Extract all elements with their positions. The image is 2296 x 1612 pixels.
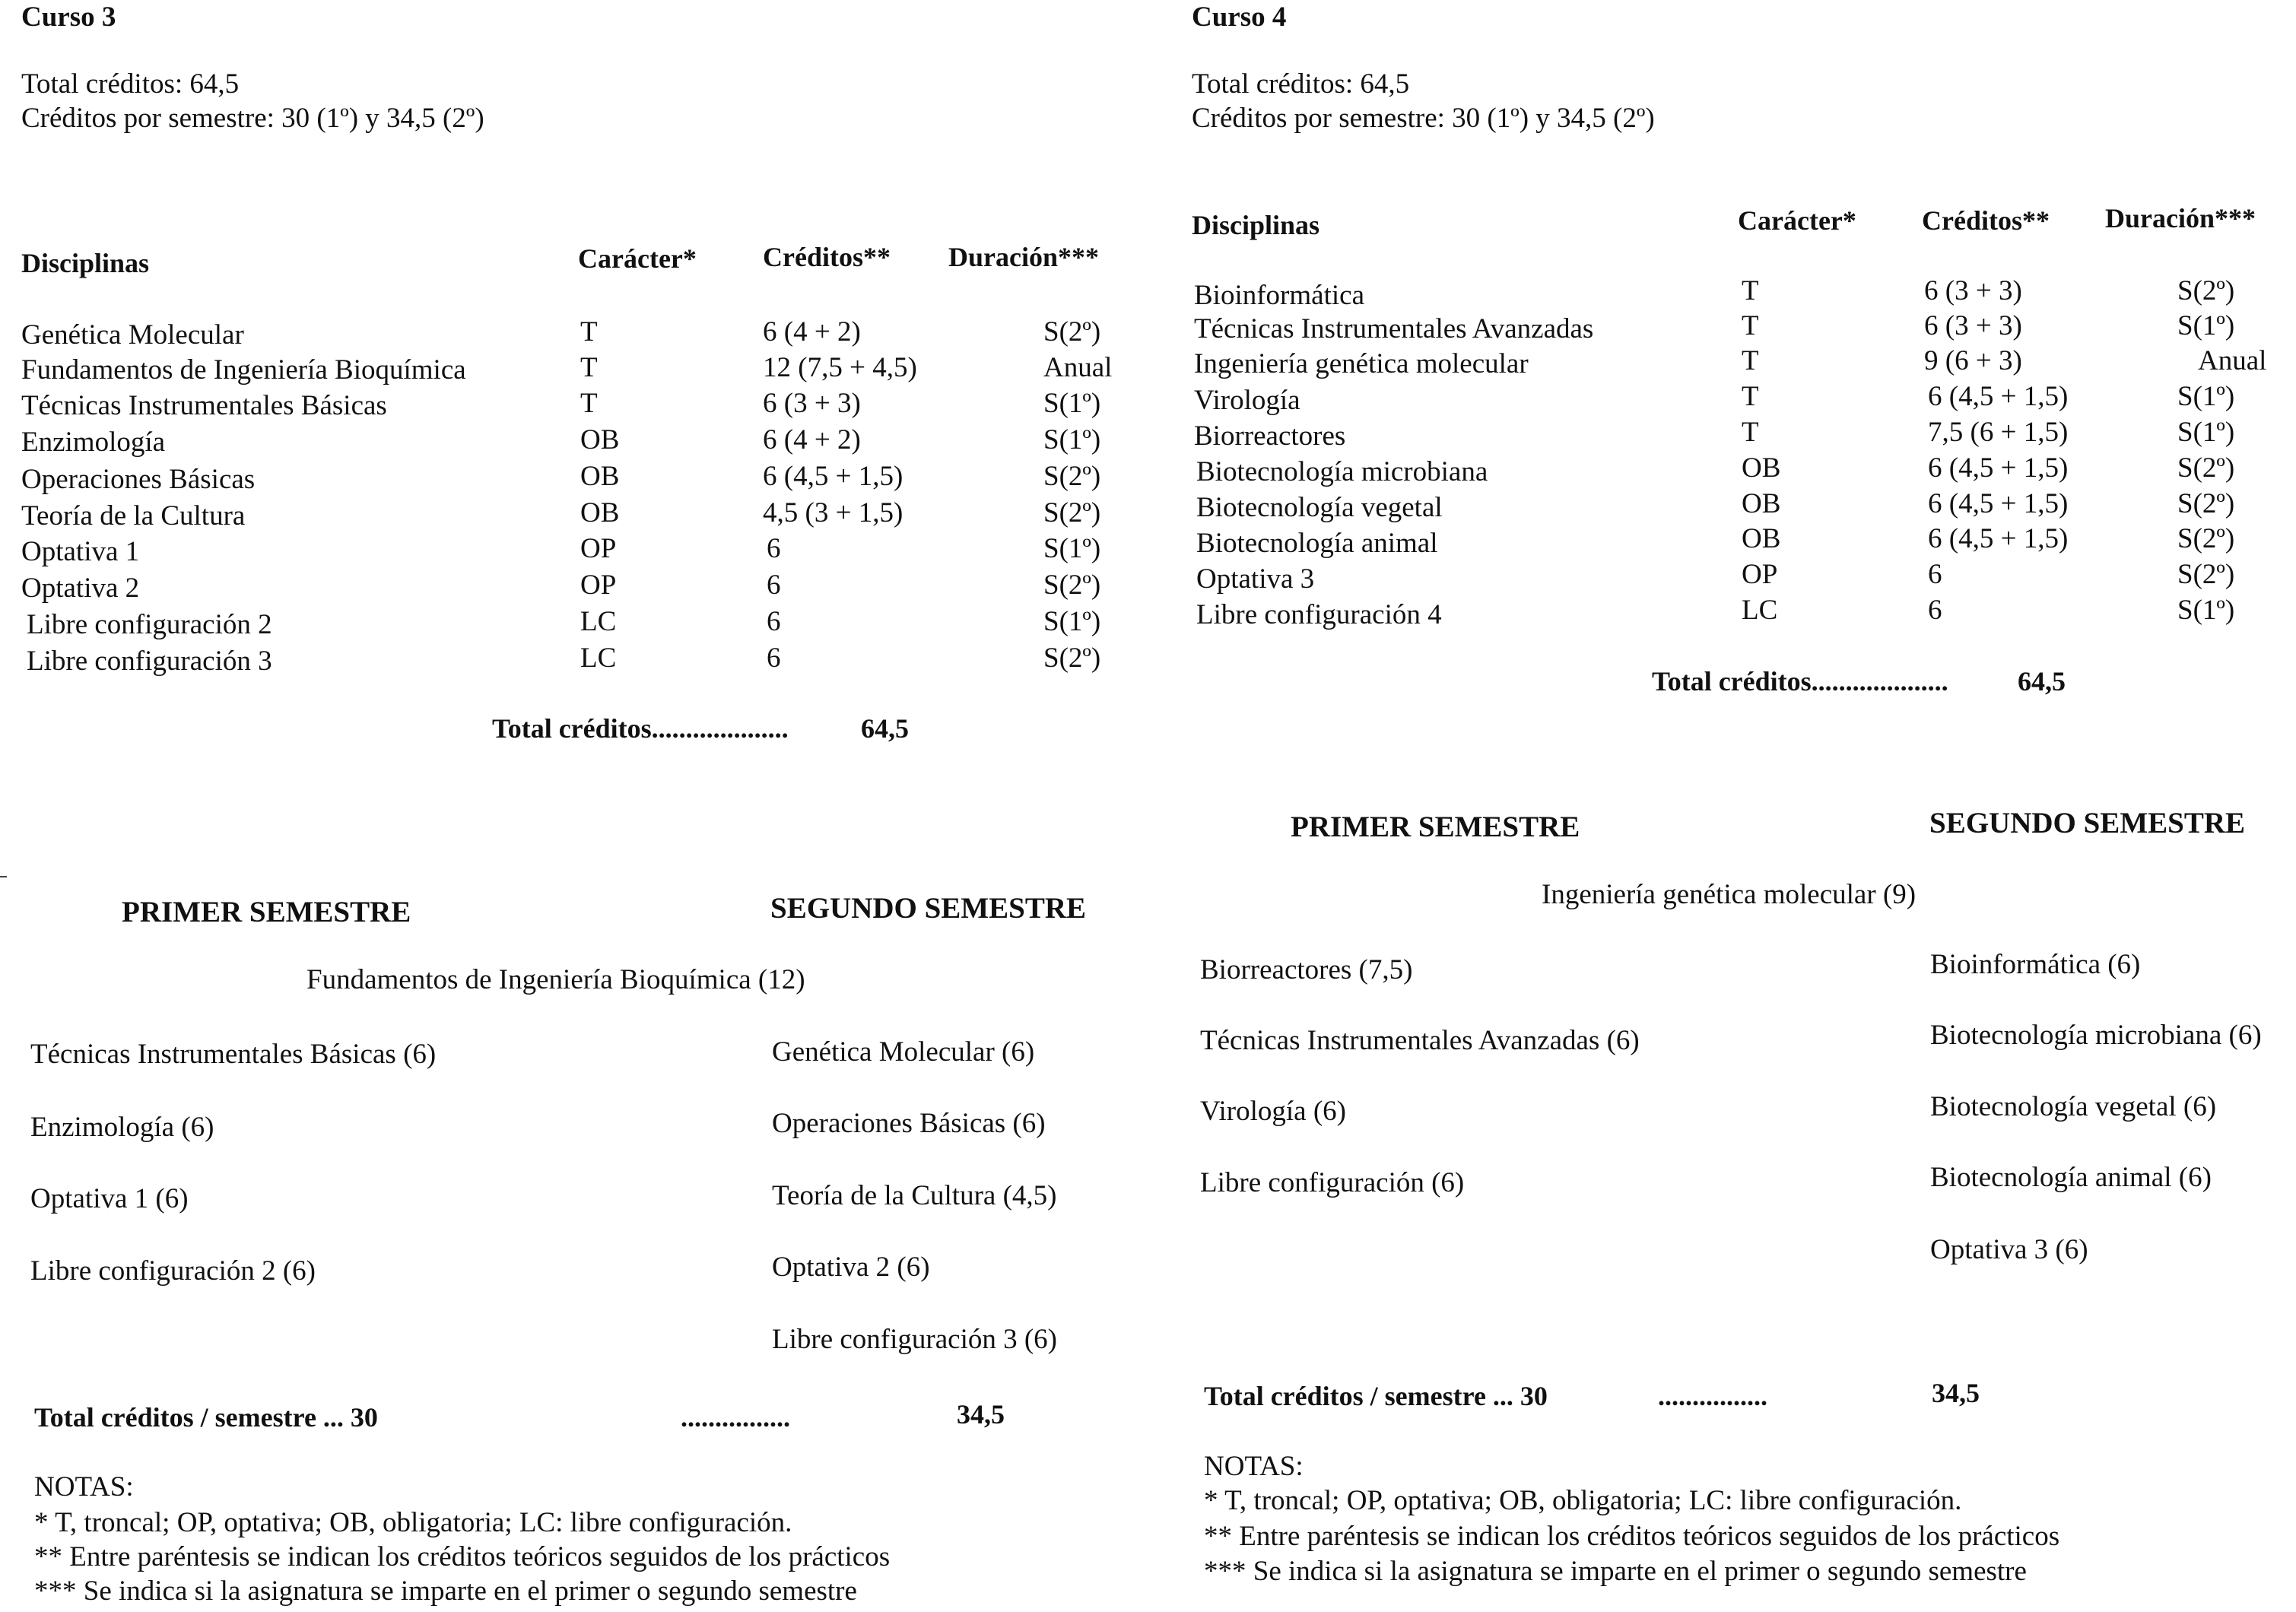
list-item: Técnicas Instrumentales Avanzadas (6) bbox=[1200, 1025, 1640, 1056]
row-creditos: 9 (6 + 3) bbox=[1924, 345, 2022, 376]
row-duracion: S(2º) bbox=[2177, 523, 2235, 554]
col-header-duracion: Duración*** bbox=[2105, 203, 2256, 233]
col-header-disciplinas: Disciplinas bbox=[1192, 210, 1320, 240]
curso-4-segundo-semestre: SEGUNDO SEMESTRE bbox=[1929, 807, 2246, 839]
margin-mark bbox=[0, 876, 7, 877]
row-caracter: OP bbox=[1742, 559, 1778, 590]
list-item: Genética Molecular (6) bbox=[772, 1036, 1035, 1068]
row-caracter: OB bbox=[580, 497, 620, 528]
row-duracion: Anual bbox=[1043, 352, 1113, 383]
notas-line: *** Se indica si la asignatura se imparte en el primer o segundo semestre bbox=[1204, 1556, 2027, 1587]
row-creditos: 12 (7,5 + 4,5) bbox=[763, 352, 917, 383]
col-header-creditos: Créditos** bbox=[763, 242, 891, 272]
curso-4-total-semestre-label: Total créditos / semestre ... 30 bbox=[1204, 1381, 1548, 1411]
list-item: Teoría de la Cultura (4,5) bbox=[772, 1180, 1057, 1211]
curso-3-total-label: Total créditos.................... bbox=[492, 713, 789, 744]
notas-line: ** Entre paréntesis se indican los créditos teóricos seguidos de los prácticos bbox=[34, 1541, 891, 1572]
col-header-caracter: Carácter* bbox=[1738, 205, 1856, 236]
list-item: Optativa 1 (6) bbox=[30, 1183, 189, 1214]
row-creditos: 6 (4,5 + 1,5) bbox=[1928, 381, 2069, 412]
row-duracion: S(2º) bbox=[1043, 461, 1101, 492]
row-creditos: 6 (3 + 3) bbox=[1924, 310, 2022, 341]
row-creditos: 6 (3 + 3) bbox=[1924, 275, 2022, 306]
row-duracion: S(1º) bbox=[2177, 381, 2235, 412]
row-duracion: S(2º) bbox=[2177, 488, 2235, 519]
row-name: Genética Molecular bbox=[21, 319, 244, 351]
row-caracter: T bbox=[1742, 417, 1759, 448]
row-duracion: S(1º) bbox=[2177, 417, 2235, 448]
row-caracter: LC bbox=[580, 643, 617, 674]
row-duracion: S(1º) bbox=[2177, 310, 2235, 341]
curso-3-title: Curso 3 bbox=[21, 2, 116, 33]
row-caracter: LC bbox=[580, 606, 617, 637]
list-item: Virología (6) bbox=[1200, 1096, 1346, 1127]
list-item: Biotecnología vegetal (6) bbox=[1930, 1091, 2217, 1122]
curso-4-total-semestre-dots: ................ bbox=[1658, 1381, 1767, 1411]
list-item: Optativa 3 (6) bbox=[1930, 1234, 2088, 1265]
curso-3-total-semestre-value: 34,5 bbox=[957, 1399, 1005, 1430]
row-creditos: 6 (4 + 2) bbox=[763, 316, 861, 347]
list-item: Libre configuración 3 (6) bbox=[772, 1324, 1057, 1355]
row-creditos: 6 (4,5 + 1,5) bbox=[1928, 452, 2069, 484]
row-name: Virología bbox=[1194, 385, 1300, 416]
curso-3-primer-semestre: PRIMER SEMESTRE bbox=[122, 896, 411, 928]
row-caracter: T bbox=[1742, 345, 1759, 376]
row-name: Biorreactores bbox=[1194, 420, 1346, 452]
notas-line: * T, troncal; OP, optativa; OB, obligatoria; LC: libre configuración. bbox=[34, 1507, 792, 1538]
curso-3-total-semestre-dots: ................ bbox=[681, 1402, 790, 1433]
row-caracter: OB bbox=[580, 461, 620, 492]
row-creditos: 6 (4,5 + 1,5) bbox=[763, 461, 903, 492]
col-header-caracter: Carácter* bbox=[578, 243, 697, 274]
row-name: Optativa 3 bbox=[1196, 563, 1315, 595]
row-caracter: T bbox=[580, 352, 598, 383]
list-item: Técnicas Instrumentales Básicas (6) bbox=[30, 1039, 437, 1070]
row-name: Teoría de la Cultura bbox=[21, 500, 246, 532]
row-name: Libre configuración 4 bbox=[1196, 599, 1442, 630]
curso-4-primer-semestre: PRIMER SEMESTRE bbox=[1291, 811, 1580, 843]
row-caracter: OP bbox=[580, 533, 617, 564]
curso-4-anual: Ingeniería genética molecular (9) bbox=[1542, 879, 1917, 910]
row-creditos: 6 (4 + 2) bbox=[763, 424, 861, 455]
list-item: Libre configuración (6) bbox=[1200, 1167, 1465, 1198]
list-item: Biotecnología animal (6) bbox=[1930, 1162, 2212, 1193]
row-creditos: 4,5 (3 + 1,5) bbox=[763, 497, 903, 528]
row-caracter: LC bbox=[1742, 595, 1778, 626]
list-item: Biotecnología microbiana (6) bbox=[1930, 1020, 2262, 1051]
notas-title: NOTAS: bbox=[1204, 1451, 1304, 1482]
row-name: Optativa 1 bbox=[21, 536, 140, 567]
row-creditos: 7,5 (6 + 1,5) bbox=[1928, 417, 2069, 448]
col-header-disciplinas: Disciplinas bbox=[21, 248, 150, 278]
row-duracion: S(2º) bbox=[1043, 570, 1101, 601]
list-item: Libre configuración 2 (6) bbox=[30, 1255, 316, 1287]
row-caracter: OB bbox=[1742, 523, 1781, 554]
row-duracion: S(2º) bbox=[1043, 316, 1101, 347]
curso-3-total-value: 64,5 bbox=[861, 713, 909, 744]
curso-4-total-semestre-value: 34,5 bbox=[1932, 1378, 1980, 1408]
row-creditos: 6 (4,5 + 1,5) bbox=[1928, 523, 2069, 554]
col-header-creditos: Créditos** bbox=[1922, 205, 2050, 236]
curso-4-total-value: 64,5 bbox=[2018, 666, 2066, 697]
row-duracion: S(1º) bbox=[1043, 424, 1101, 455]
notas-line: *** Se indica si la asignatura se imparte en el primer o segundo semestre bbox=[34, 1576, 857, 1607]
row-name: Biotecnología microbiana bbox=[1196, 456, 1488, 487]
row-creditos: 6 bbox=[767, 533, 781, 564]
row-duracion: S(2º) bbox=[2177, 559, 2235, 590]
row-caracter: OB bbox=[580, 424, 620, 455]
row-name: Fundamentos de Ingeniería Bioquímica bbox=[21, 354, 466, 386]
row-creditos: 6 (3 + 3) bbox=[763, 388, 861, 419]
row-caracter: T bbox=[1742, 275, 1759, 306]
row-name: Operaciones Básicas bbox=[21, 464, 256, 495]
row-name: Técnicas Instrumentales Avanzadas bbox=[1194, 313, 1594, 344]
row-duracion: S(2º) bbox=[1043, 643, 1101, 674]
row-name: Ingeniería genética molecular bbox=[1194, 348, 1529, 379]
row-creditos: 6 (4,5 + 1,5) bbox=[1928, 488, 2069, 519]
row-creditos: 6 bbox=[1928, 559, 1942, 590]
curso-3-creditos-semestre: Créditos por semestre: 30 (1º) y 34,5 (2º) bbox=[21, 103, 484, 134]
curso-4-creditos-semestre: Créditos por semestre: 30 (1º) y 34,5 (2º) bbox=[1192, 103, 1655, 134]
row-caracter: OB bbox=[1742, 488, 1781, 519]
row-name: Libre configuración 3 bbox=[27, 646, 272, 677]
row-duracion: S(2º) bbox=[2177, 452, 2235, 484]
row-creditos: 6 bbox=[767, 643, 781, 674]
row-creditos: 6 bbox=[767, 570, 781, 601]
row-duracion: S(2º) bbox=[2177, 275, 2235, 306]
notas-line: * T, troncal; OP, optativa; OB, obligatoria; LC: libre configuración. bbox=[1204, 1485, 1962, 1516]
row-name: Optativa 2 bbox=[21, 573, 140, 604]
list-item: Optativa 2 (6) bbox=[772, 1252, 930, 1283]
col-header-duracion: Duración*** bbox=[948, 242, 1099, 272]
row-duracion: S(1º) bbox=[1043, 606, 1101, 637]
row-name: Biotecnología animal bbox=[1196, 528, 1438, 559]
notas-title: NOTAS: bbox=[34, 1471, 134, 1503]
row-duracion: S(2º) bbox=[1043, 497, 1101, 528]
curso-4-title: Curso 4 bbox=[1192, 2, 1287, 33]
curso-3-anual: Fundamentos de Ingeniería Bioquímica (12) bbox=[306, 964, 805, 995]
row-caracter: OP bbox=[580, 570, 617, 601]
curso-4-total-label: Total créditos.................... bbox=[1652, 666, 1948, 697]
row-duracion: Anual bbox=[2198, 345, 2267, 376]
curso-3-segundo-semestre: SEGUNDO SEMESTRE bbox=[770, 892, 1087, 925]
row-caracter: T bbox=[580, 388, 598, 419]
row-name: Bioinformática bbox=[1194, 280, 1364, 311]
row-name: Biotecnología vegetal bbox=[1196, 492, 1443, 523]
curso-3-total-creditos: Total créditos: 64,5 bbox=[21, 68, 240, 100]
row-caracter: T bbox=[1742, 310, 1759, 341]
list-item: Operaciones Básicas (6) bbox=[772, 1108, 1046, 1139]
row-caracter: OB bbox=[1742, 452, 1781, 484]
row-caracter: T bbox=[1742, 381, 1759, 412]
row-duracion: S(1º) bbox=[1043, 388, 1101, 419]
row-caracter: T bbox=[580, 316, 598, 347]
notas-line: ** Entre paréntesis se indican los créditos teóricos seguidos de los prácticos bbox=[1204, 1521, 2060, 1552]
row-creditos: 6 bbox=[1928, 595, 1942, 626]
row-duracion: S(1º) bbox=[1043, 533, 1101, 564]
row-name: Técnicas Instrumentales Básicas bbox=[21, 390, 387, 421]
curso-3-total-semestre-label: Total créditos / semestre ... 30 bbox=[34, 1402, 378, 1433]
list-item: Biorreactores (7,5) bbox=[1200, 954, 1413, 985]
row-name: Libre configuración 2 bbox=[27, 609, 272, 640]
list-item: Bioinformática (6) bbox=[1930, 949, 2141, 980]
row-name: Enzimología bbox=[21, 427, 166, 458]
list-item: Enzimología (6) bbox=[30, 1112, 214, 1143]
curso-4-total-creditos: Total créditos: 64,5 bbox=[1192, 68, 1410, 100]
row-creditos: 6 bbox=[767, 606, 781, 637]
row-duracion: S(1º) bbox=[2177, 595, 2235, 626]
